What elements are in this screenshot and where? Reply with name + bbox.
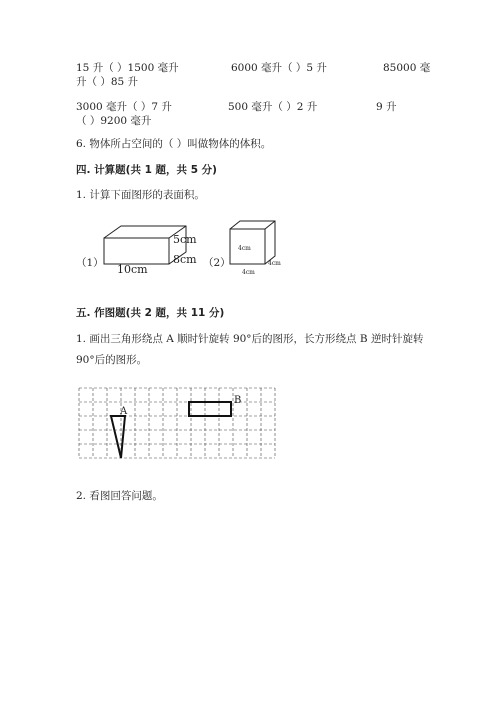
cube-front-label: 4cm bbox=[238, 245, 251, 252]
figure-2-label: （2） bbox=[203, 257, 231, 269]
section-5-q1-line1: 1. 画出三角形绕点 A 顺时针旋转 90°后的图形，长方形绕点 B 逆时针旋转 bbox=[76, 333, 424, 345]
section-5-q1-line2: 90°后的图形。 bbox=[76, 354, 148, 366]
conversion-1c: 85000 毫 bbox=[383, 62, 431, 74]
dashed-grid bbox=[79, 388, 275, 458]
figure-1-label: （1） bbox=[76, 257, 104, 269]
conversion-1c-wrap: 升（ ）85 升 bbox=[76, 76, 139, 88]
point-b-label: B bbox=[234, 395, 242, 406]
section-4-q1: 1. 计算下面图形的表面积。 bbox=[76, 189, 205, 201]
cuboid-height-label: 5cm bbox=[173, 233, 197, 246]
section-5-title: 五. 作图题(共 2 题，共 11 分) bbox=[76, 307, 225, 319]
conversion-1a: 15 升（ ）1500 毫升 bbox=[76, 62, 179, 74]
conversion-2b: 500 毫升（ ）2 升 bbox=[228, 101, 318, 113]
cube-right-label: 4cm bbox=[268, 260, 281, 267]
section-5-q2: 2. 看图回答问题。 bbox=[76, 490, 163, 502]
cuboid-length-label: 10cm bbox=[117, 263, 148, 276]
question-6: 6. 物体所占空间的（ ）叫做物体的体积。 bbox=[76, 138, 272, 150]
cube-bottom-label: 4cm bbox=[242, 269, 255, 276]
conversion-2a: 3000 毫升（ ）7 升 bbox=[76, 101, 172, 113]
section-4-title: 四. 计算题(共 1 题，共 5 分) bbox=[76, 164, 217, 176]
conversion-2c: 9 升 bbox=[376, 101, 397, 113]
rectangle-shape bbox=[189, 402, 231, 416]
point-a-label: A bbox=[120, 406, 128, 417]
conversion-1b: 6000 毫升（ ）5 升 bbox=[231, 62, 327, 74]
conversion-2c-wrap: （ ）9200 毫升 bbox=[76, 115, 152, 127]
triangle-shape bbox=[111, 416, 125, 458]
cuboid-width-label: 8cm bbox=[173, 253, 197, 266]
